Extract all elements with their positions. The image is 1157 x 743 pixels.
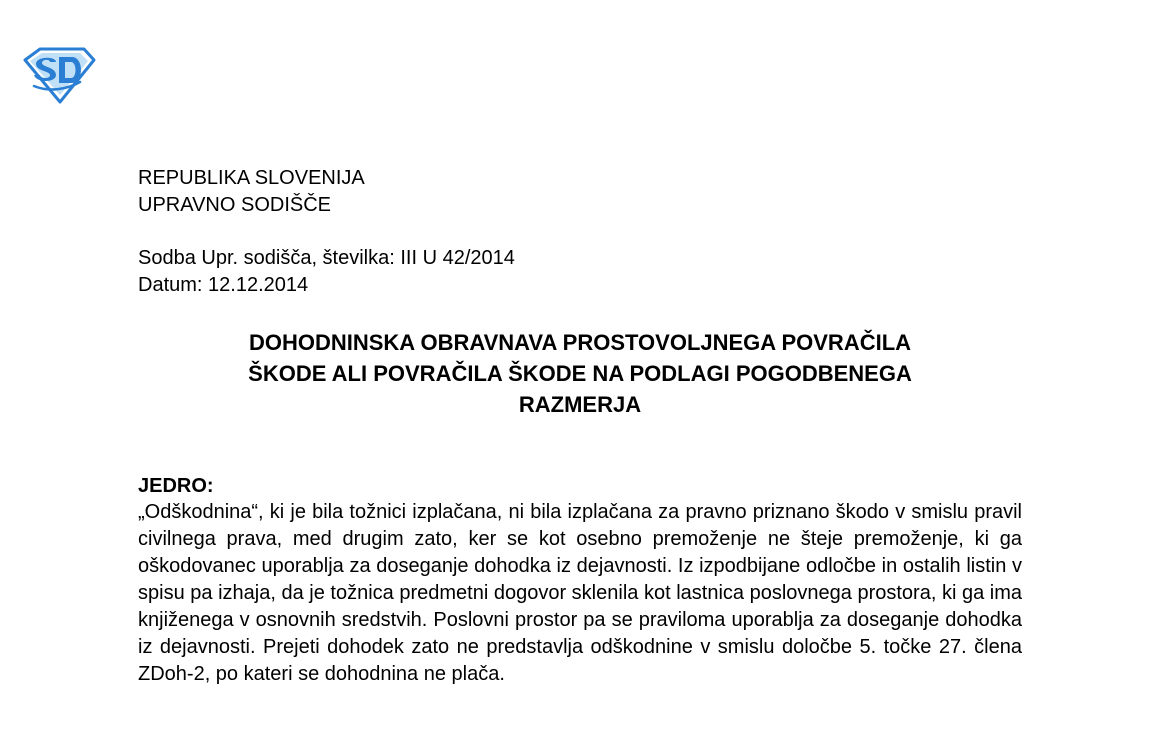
title-line-3: RAZMERJA	[518, 392, 642, 417]
case-meta	[138, 245, 515, 299]
document-header	[138, 165, 365, 219]
country-name: REPUBLIKA SLOVENIJA	[138, 167, 365, 189]
court-name: UPRAVNO SODIŠČE	[138, 194, 331, 216]
case-number: Sodba Upr. sodišča, številka: III U 42/2014	[138, 247, 515, 269]
document-title	[138, 327, 1022, 420]
title-line-1: DOHODNINSKA OBRAVNAVA PROSTOVOLJNEGA POVRAČILA	[248, 330, 912, 355]
logo-svg	[22, 46, 96, 104]
jedro-heading: JEDRO:	[138, 475, 214, 497]
jedro-body-text: „Odškodnina“, ki je bila tožnici izplačana, ni bila izplačana za pravno priznano škodo v smislu pravil civilnega prava, med drugim zato, ker se kot osebno premoženje ne šteje premoženje, ki ga oškodovanec uporablja za doseganje dohodka iz dejavnosti. Iz izpodbijane odločbe in ostalih listin v spisu pa izhaja, da je tožnica predmetni dogovor sklenila kot lastnica poslovnega prostora, ki ga ima knjiženega v osnovnih sredstvih. Poslovni prostor pa se praviloma uporablja za doseganje dohodka iz dejavnosti. Prejeti dohodek zato ne predstavlja odškodnine v smislu določbe 5. točke 27. člena ZDoh-2, po kateri se dohodnina ne plača.	[138, 501, 1022, 685]
title-line-2: ŠKODE ALI POVRAČILA ŠKODE NA PODLAGI POGODBENEGA	[248, 361, 912, 386]
case-date: Datum: 12.12.2014	[138, 274, 309, 296]
sd-shield-logo-icon	[22, 46, 96, 104]
